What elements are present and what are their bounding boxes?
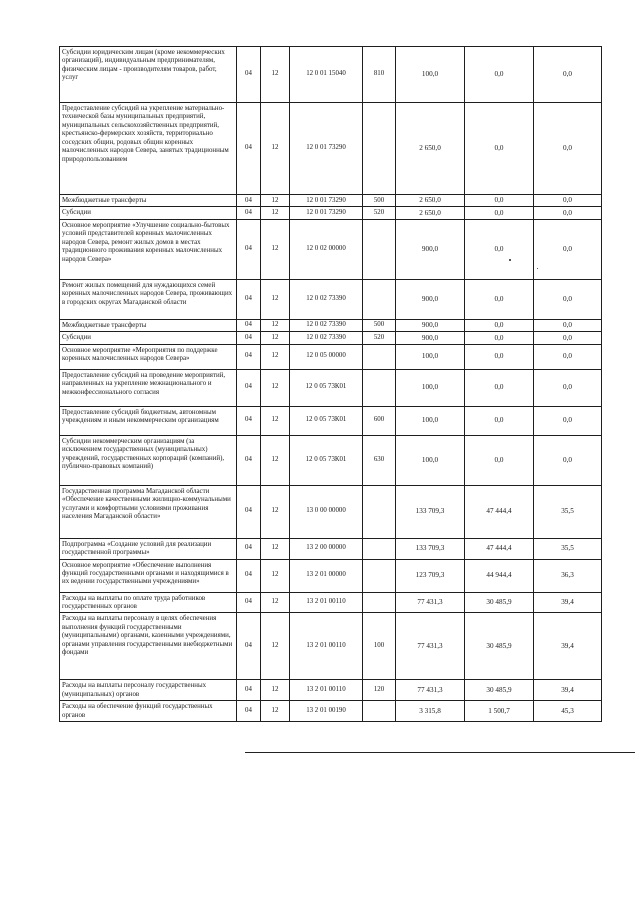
table-row [60,279,602,319]
row-target-article-cell: 13 2 01 00110 [290,613,363,680]
row-section-cell: 04 [237,701,261,722]
row-target-article-cell: 13 0 00 00000 [290,485,363,538]
row-name-cell: Ремонт жилых помещений для нуждающихся семей коренных малочисленных народов Севера, проживающих в городских округах Магаданской области [60,279,237,319]
row-subsection-cell: 12 [261,592,290,613]
row-name-cell: Субсидии [60,207,237,219]
row-name-cell: Расходы на выплаты по оплате труда работников государственных органов [60,592,237,613]
row-target-article-cell: 12 0 02 73390 [290,332,363,344]
row-plan-cell: 133 709,3 [396,538,465,559]
row-percent-cell: 36,3 [534,559,602,592]
row-percent-cell: 0,0 [534,195,602,207]
row-percent-cell: 0,0 [534,369,602,406]
row-fact-cell: 0,0 [465,369,534,406]
row-fact-cell: 47 444,4 [465,538,534,559]
row-plan-cell: 900,0 [396,219,465,279]
row-expense-type-cell [363,485,396,538]
table-row [60,435,602,485]
row-target-article-cell: 12 0 02 00000 [290,219,363,279]
table-row [60,701,602,722]
row-name-cell: Предоставление субсидий бюджетным, автономным учреждениям и иным некоммерческим организациям [60,406,237,435]
row-expense-type-cell [363,538,396,559]
table-row [60,369,602,406]
row-subsection-cell: 12 [261,485,290,538]
row-subsection-cell: 12 [261,195,290,207]
row-subsection-cell: 12 [261,279,290,319]
row-section-cell: 04 [237,592,261,613]
row-subsection-cell: 12 [261,103,290,195]
row-target-article-cell: 12 0 02 73390 [290,319,363,331]
table-row [60,406,602,435]
row-fact-cell: 30 485,9 [465,680,534,701]
row-fact-cell: 1 500,7 [465,701,534,722]
row-plan-cell: 100,0 [396,344,465,369]
row-expense-type-cell [363,219,396,279]
row-section-cell: 04 [237,485,261,538]
row-section-cell: 04 [237,319,261,331]
row-plan-cell: 2 650,0 [396,207,465,219]
row-section-cell: 04 [237,613,261,680]
row-fact-cell: 0,0 [465,207,534,219]
row-section-cell: 04 [237,207,261,219]
row-expense-type-cell: 600 [363,406,396,435]
row-plan-cell: 900,0 [396,279,465,319]
row-percent-cell: 45,3 [534,701,602,722]
row-fact-cell: 0,0 [465,435,534,485]
row-expense-type-cell: 120 [363,680,396,701]
row-percent-cell: 0,0 [534,332,602,344]
row-name-cell: Предоставление субсидий на укрепление материально-технической базы муниципальных предприятий, муниципальных сельскохозяйственных предприятий, крестьянско-фермерских хозяйств, территориально соседских общин, родовых общин коренных малочисленных народов Севера, занятых традиционным природопользованием [60,103,237,195]
row-section-cell: 04 [237,369,261,406]
table-body [60,47,602,722]
row-section-cell: 04 [237,538,261,559]
row-section-cell: 04 [237,406,261,435]
row-fact-cell: 0,0 [465,47,534,103]
row-section-cell: 04 [237,559,261,592]
row-expense-type-cell: 520 [363,332,396,344]
row-percent-cell: 0,0 [534,435,602,485]
row-target-article-cell: 13 2 01 00110 [290,680,363,701]
row-fact-cell: 0,0 [465,344,534,369]
row-section-cell: 04 [237,279,261,319]
row-plan-cell: 2 650,0 [396,195,465,207]
row-expense-type-cell [363,279,396,319]
row-section-cell: 04 [237,435,261,485]
row-target-article-cell: 12 0 01 15040 [290,47,363,103]
row-subsection-cell: 12 [261,47,290,103]
row-expense-type-cell [363,559,396,592]
table-row [60,613,602,680]
row-subsection-cell: 12 [261,701,290,722]
row-subsection-cell: 12 [261,369,290,406]
table-row [60,680,602,701]
row-target-article-cell: 12 0 05 00000 [290,344,363,369]
row-subsection-cell: 12 [261,332,290,344]
row-name-cell: Основное мероприятие «Улучшение социально-бытовых условий представителей коренных малочисленных народов Севера, ремонт жилых домов в местах традиционного проживания коренных малочисленных народов Севера» [60,219,237,279]
row-section-cell: 04 [237,344,261,369]
row-name-cell: Государственная программа Магаданской области «Обеспечение качественными жилищно-коммунальными услугами и комфортными условиями проживания населения Магаданской области» [60,485,237,538]
row-name-cell: Расходы на выплаты персоналу государственных (муниципальных) органов [60,680,237,701]
row-fact-cell: 0,0 [465,332,534,344]
table-row [60,47,602,103]
row-name-cell: Субсидии [60,332,237,344]
table-row [60,559,602,592]
row-name-cell: Межбюджетные трансферты [60,319,237,331]
row-name-cell: Расходы на обеспечение функций государственных органов [60,701,237,722]
row-expense-type-cell [363,701,396,722]
row-name-cell: Основное мероприятие «Обеспечение выполнения функций государственными органами и находящимися в их ведении государственными учреждениями» [60,559,237,592]
row-target-article-cell: 13 2 01 00110 [290,592,363,613]
row-plan-cell: 123 709,3 [396,559,465,592]
row-section-cell: 04 [237,195,261,207]
row-name-cell: Субсидии некоммерческим организациям (за исключением государственных (муниципальных) учреждений, государственных корпораций (компаний), публично-правовых компаний) [60,435,237,485]
row-plan-cell: 3 315,8 [396,701,465,722]
row-name-cell: Подпрограмма «Создание условий для реализации государственной программы» [60,538,237,559]
row-plan-cell: 2 650,0 [396,103,465,195]
row-fact-cell: 0,0 [465,319,534,331]
row-expense-type-cell [363,592,396,613]
row-target-article-cell: 13 2 00 00000 [290,538,363,559]
row-plan-cell: 900,0 [396,319,465,331]
row-target-article-cell: 12 0 05 73К01 [290,406,363,435]
table-row [60,207,602,219]
row-expense-type-cell: 520 [363,207,396,219]
row-section-cell: 04 [237,332,261,344]
row-subsection-cell: 12 [261,538,290,559]
row-plan-cell: 100,0 [396,369,465,406]
row-target-article-cell: 13 2 01 00000 [290,559,363,592]
row-name-cell: Межбюджетные трансферты [60,195,237,207]
row-subsection-cell: 12 [261,680,290,701]
row-plan-cell: 77 431,3 [396,680,465,701]
row-fact-cell: 0,0 [465,195,534,207]
row-target-article-cell: 12 0 05 73К01 [290,435,363,485]
table-row [60,332,602,344]
row-expense-type-cell [363,369,396,406]
row-fact-cell: 0,0 [465,103,534,195]
row-percent-cell: 35,5 [534,485,602,538]
row-subsection-cell: 12 [261,207,290,219]
row-percent-cell: 39,4 [534,613,602,680]
table-row [60,592,602,613]
row-name-cell: Основное мероприятие «Мероприятия по поддержке коренных малочисленных народов Севера» [60,344,237,369]
row-target-article-cell: 12 0 01 73290 [290,195,363,207]
row-expense-type-cell: 100 [363,613,396,680]
row-percent-cell: 0,0 [534,319,602,331]
table-row [60,538,602,559]
row-fact-cell: 30 485,9 [465,613,534,680]
row-plan-cell: 133 709,3 [396,485,465,538]
row-plan-cell: 100,0 [396,47,465,103]
row-target-article-cell: 12 0 05 73К01 [290,369,363,406]
row-percent-cell: 0,0 [534,103,602,195]
row-expense-type-cell: 500 [363,195,396,207]
row-name-cell: Субсидии юридическим лицам (кроме некоммерческих организаций), индивидуальным предпринимателям, физическим лицам - производителям товаров, работ, услуг [60,47,237,103]
row-target-article-cell: 12 0 01 73290 [290,103,363,195]
row-target-article-cell: 12 0 02 73390 [290,279,363,319]
scan-speck [509,259,511,261]
row-fact-cell: 30 485,9 [465,592,534,613]
scan-speck [537,268,538,269]
row-expense-type-cell: 500 [363,319,396,331]
row-fact-cell: 44 944,4 [465,559,534,592]
row-expense-type-cell [363,103,396,195]
row-section-cell: 04 [237,680,261,701]
table-row [60,344,602,369]
table-row [60,103,602,195]
row-subsection-cell: 12 [261,613,290,680]
row-percent-cell: 0,0 [534,207,602,219]
table-row [60,485,602,538]
table-row [60,219,602,279]
row-subsection-cell: 12 [261,435,290,485]
page-bottom-rule [245,752,635,753]
row-fact-cell: 47 444,4 [465,485,534,538]
row-fact-cell: 0,0 [465,219,534,279]
row-section-cell: 04 [237,219,261,279]
row-target-article-cell: 13 2 01 00190 [290,701,363,722]
row-percent-cell: 0,0 [534,279,602,319]
row-percent-cell: 35,5 [534,538,602,559]
row-fact-cell: 0,0 [465,279,534,319]
row-plan-cell: 100,0 [396,406,465,435]
row-subsection-cell: 12 [261,219,290,279]
row-percent-cell: 0,0 [534,219,602,279]
row-target-article-cell: 12 0 01 73290 [290,207,363,219]
row-expense-type-cell [363,344,396,369]
row-plan-cell: 77 431,3 [396,592,465,613]
table-row [60,319,602,331]
row-percent-cell: 39,4 [534,680,602,701]
row-subsection-cell: 12 [261,406,290,435]
row-plan-cell: 900,0 [396,332,465,344]
row-percent-cell: 0,0 [534,406,602,435]
row-subsection-cell: 12 [261,319,290,331]
budget-expenditure-table [59,46,602,722]
row-percent-cell: 39,4 [534,592,602,613]
row-name-cell: Расходы на выплаты персоналу в целях обеспечения выполнения функций государственными (муниципальными) органами, казенными учреждениями, органами управления государственными внебюджетными фондами [60,613,237,680]
row-section-cell: 04 [237,103,261,195]
row-name-cell: Предоставление субсидий на проведение мероприятий, направленных на укрепление межнационального и межконфессионального согласия [60,369,237,406]
row-plan-cell: 100,0 [396,435,465,485]
table-row [60,195,602,207]
row-percent-cell: 0,0 [534,344,602,369]
row-expense-type-cell: 810 [363,47,396,103]
row-expense-type-cell: 630 [363,435,396,485]
row-subsection-cell: 12 [261,559,290,592]
row-subsection-cell: 12 [261,344,290,369]
row-plan-cell: 77 431,3 [396,613,465,680]
row-percent-cell: 0,0 [534,47,602,103]
row-section-cell: 04 [237,47,261,103]
row-fact-cell: 0,0 [465,406,534,435]
